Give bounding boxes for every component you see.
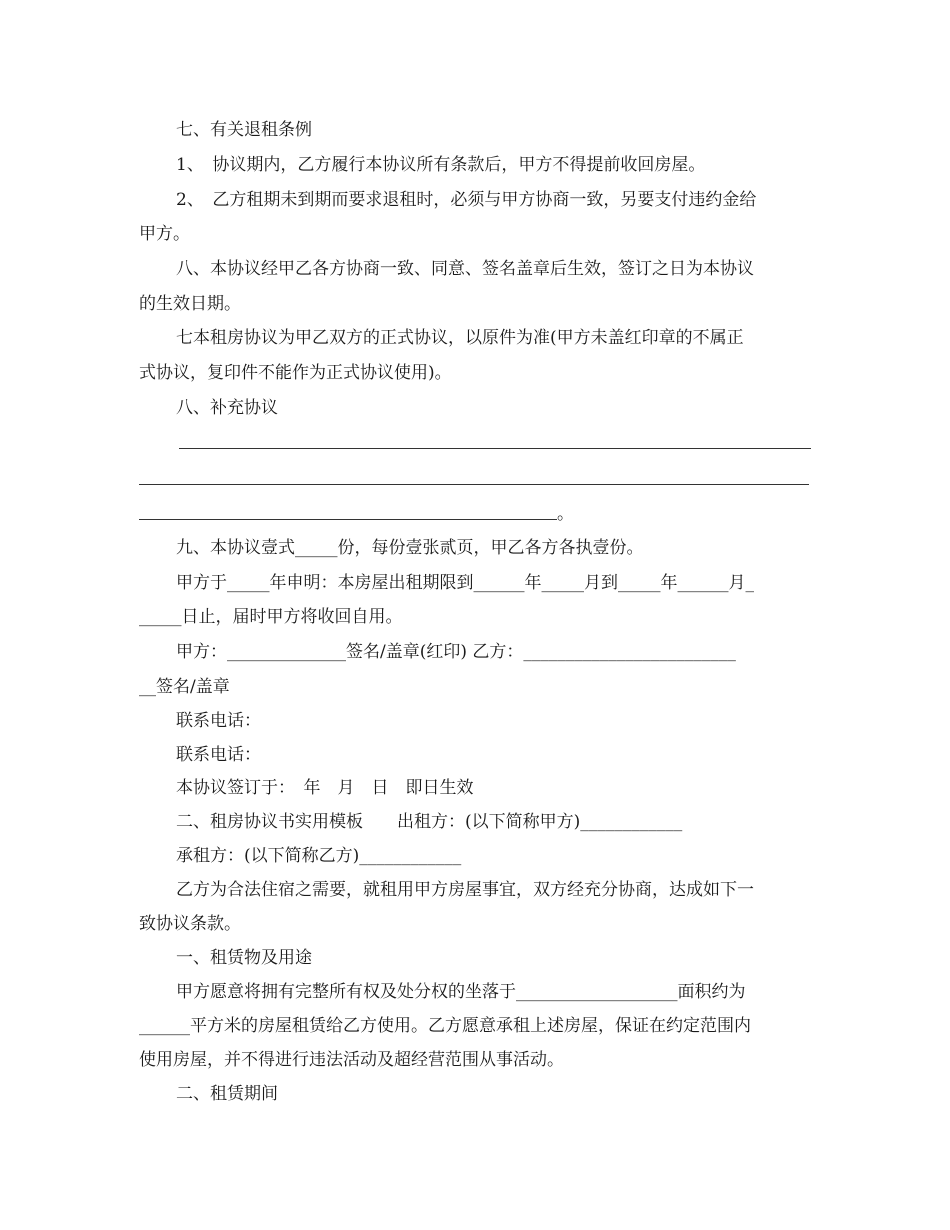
- supplement-blank-line-2: [139, 484, 809, 485]
- phone-line-party-b: 联系电话：: [176, 745, 261, 765]
- lease-object-line-2: ______平方米的房屋租赁给乙方使用。乙方愿意承租上述房屋，保证在约定范围内: [139, 1016, 751, 1036]
- section-effective-line-2: 的生效日期。: [139, 294, 241, 314]
- clause-2-line-1: 2、 乙方租期未到期而要求退租时，必须与甲方协商一致，另要支付违约金给: [176, 190, 757, 210]
- lessee-line: 承租方：(以下简称乙方)____________: [176, 846, 462, 866]
- section-original-line-1: 七本租房协议为甲乙双方的正式协议，以原件为准(甲方未盖红印章的不属正: [176, 328, 744, 348]
- lease-term-line-1: 甲方于_____年申明：本房屋出租期限到______年_____月到_____年______月_: [176, 573, 754, 593]
- section-original-line-2: 式协议，复印件不能作为正式协议使用)。: [139, 363, 452, 383]
- signature-line-1: 甲方：______________签名/盖章(红印) 乙方：_________________________: [176, 642, 736, 662]
- template-heading-lessor: 二、租房协议书实用模板 出租方：(以下简称甲方)____________: [176, 812, 683, 832]
- signature-line-2: __签名/盖章: [139, 677, 230, 697]
- phone-line-party-a: 联系电话：: [176, 711, 261, 731]
- section-supplement-heading: 八、补充协议: [176, 398, 278, 418]
- intro-paragraph-line-2: 致协议条款。: [139, 914, 241, 934]
- section-copies: 九、本协议壹式_____份，每份壹张贰页，甲乙各方各执壹份。: [176, 538, 644, 558]
- lease-object-line-3: 使用房屋，并不得进行违法活动及超经营范围从事活动。: [139, 1050, 564, 1070]
- clause-1: 1、 协议期内，乙方履行本协议所有条款后，甲方不得提前收回房屋。: [176, 155, 706, 175]
- supplement-blank-line-3: [139, 519, 557, 520]
- lease-term-line-2: _____日止，届时甲方将收回自用。: [139, 607, 403, 627]
- section-heading-termination: 七、有关退租条例: [176, 120, 312, 140]
- section-lease-object-heading: 一、租赁物及用途: [176, 948, 312, 968]
- intro-paragraph-line-1: 乙方为合法住宿之需要，就租用甲方房屋事宜，双方经充分协商，达成如下一: [176, 880, 754, 900]
- clause-2-line-2: 甲方。: [139, 224, 190, 244]
- lease-object-line-1: 甲方愿意将拥有完整所有权及处分权的坐落于___________________面积约为: [176, 982, 746, 1002]
- supplement-end-mark: 。: [557, 504, 574, 524]
- supplement-blank-line-1: [179, 448, 811, 449]
- section-effective-line-1: 八、本协议经甲乙各方协商一致、同意、签名盖章后生效，签订之日为本协议: [176, 259, 754, 279]
- section-lease-period-heading: 二、租赁期间: [176, 1084, 278, 1104]
- signing-date-line: 本协议签订于： 年 月 日 即日生效: [176, 778, 474, 798]
